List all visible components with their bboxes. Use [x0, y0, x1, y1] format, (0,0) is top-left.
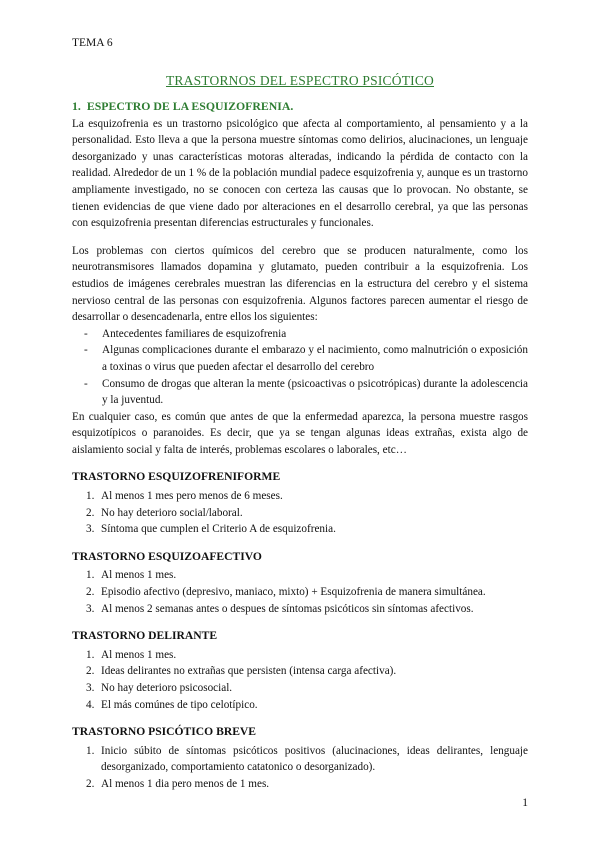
list-item: 3. Síntoma que cumplen el Criterio A de esquizofrenia.	[86, 523, 336, 536]
disorder-criteria-list	[72, 647, 528, 713]
document-title: TRASTORNOS DEL ESPECTRO PSICÓTICO	[165, 73, 434, 88]
list-item: 2. Ideas delirantes no extrañas que persisten (intensa carga afectiva).	[86, 665, 397, 678]
list-item: - Algunas complicaciones durante el embarazo y el nacimiento, como malnutrición o exposición a toxinas o virus que pueden afectar el desarrollo del cerebro	[84, 344, 528, 373]
list-item: - Consumo de drogas que alteran la mente (psicoactivas o psicotrópicas) durante la adolescencia y la juventud.	[84, 377, 528, 407]
disorder-criteria-list	[72, 743, 528, 793]
list-item: 1. Al menos 1 mes pero menos de 6 meses.	[86, 490, 283, 503]
list-item: 2. Episodio afectivo (depresivo, maniaco, mixto) + Esquizofrenia de manera simultánea.	[86, 586, 486, 599]
page-number: 1	[522, 797, 528, 809]
paragraph-closing: En cualquier caso, es común que antes de que la enfermedad aparezca, la persona muestre rasgos esquizotípicos o paranoides. Es decir, que ya se tengan algunas ideas extrañas, exista algo de aislamiento social y falta de interés, problemas escolares o laborales, etc…	[72, 410, 528, 456]
list-item: 2. No hay deterioro social/laboral.	[86, 506, 243, 519]
risk-factor-list	[72, 326, 528, 409]
disorder-heading: TRASTORNO ESQUIZOFRENIFORME	[72, 470, 281, 484]
paragraph-causes: Los problemas con ciertos químicos del cerebro que se producen naturalmente, como los neurotransmisores llamados dopamina y glutamato, pueden contribuir a la esquizofrenia. Los estudios de imágenes cerebrales muestran las diferencias en la estructura del cerebro y el sistema nervioso central de las personas con esquizofrenia. Algunos factores parecen aumentar el riesgo de desarrollar o desencadenarla, entre ellos los siguientes:	[72, 244, 528, 324]
list-item: 2. Al menos 1 dia pero menos de 1 mes.	[86, 777, 270, 790]
list-item: 1. Inicio súbito de síntomas psicóticos positivos (alucinaciones, ideas delirantes, lenguaje desorganizado, comportamiento catatonico o desorganizado).	[86, 744, 528, 774]
list-item: 1. Al menos 1 mes.	[86, 569, 177, 582]
list-item: 3. Al menos 2 semanas antes o despues de síntomas psicóticos sin síntomas afectivos.	[86, 602, 474, 615]
section-heading-text: ESPECTRO DE LA ESQUIZOFRENIA.	[86, 99, 294, 113]
document-body	[72, 98, 528, 793]
disorder-criteria-list	[72, 488, 528, 538]
disorder-heading: TRASTORNO ESQUIZOAFECTIVO	[72, 549, 262, 563]
disorder-criteria-list	[72, 567, 528, 617]
section-heading	[72, 98, 528, 115]
list-item: - Antecedentes familiares de esquizofrenia	[84, 327, 287, 340]
disorder-heading: TRASTORNO PSICÓTICO BREVE	[72, 725, 257, 739]
disorder-heading: TRASTORNO DELIRANTE	[72, 629, 218, 643]
paragraph-intro: La esquizofrenia es un trastorno psicológico que afecta al comportamiento, al pensamiento y a la personalidad. Esto lleva a que la persona muestre síntomas como delirios, alucinaciones, un lenguaje desorganizado y unas características motoras alteradas, indicando la pérdida de contacto con la realidad. Alrededor de un 1 % de la población mundial padece esquizofrenia y, aunque es un trastorno ampliamente investigado, no se conocen con certeza las causas que lo provocan. No obstante, se tienen evidencias de que viene dado por alteraciones en el desarrollo cerebral, ya que las personas con esquizofrenia presentan diferencias estructurales y funcionales.	[72, 117, 528, 230]
list-item: 1. Al menos 1 mes.	[86, 648, 177, 661]
list-item: 3. No hay deterioro psicosocial.	[86, 682, 233, 694]
list-item: 4. El más comúnes de tipo celotípico.	[86, 698, 258, 711]
section-number: 1.	[72, 99, 81, 113]
page-header: TEMA 6	[72, 37, 113, 49]
